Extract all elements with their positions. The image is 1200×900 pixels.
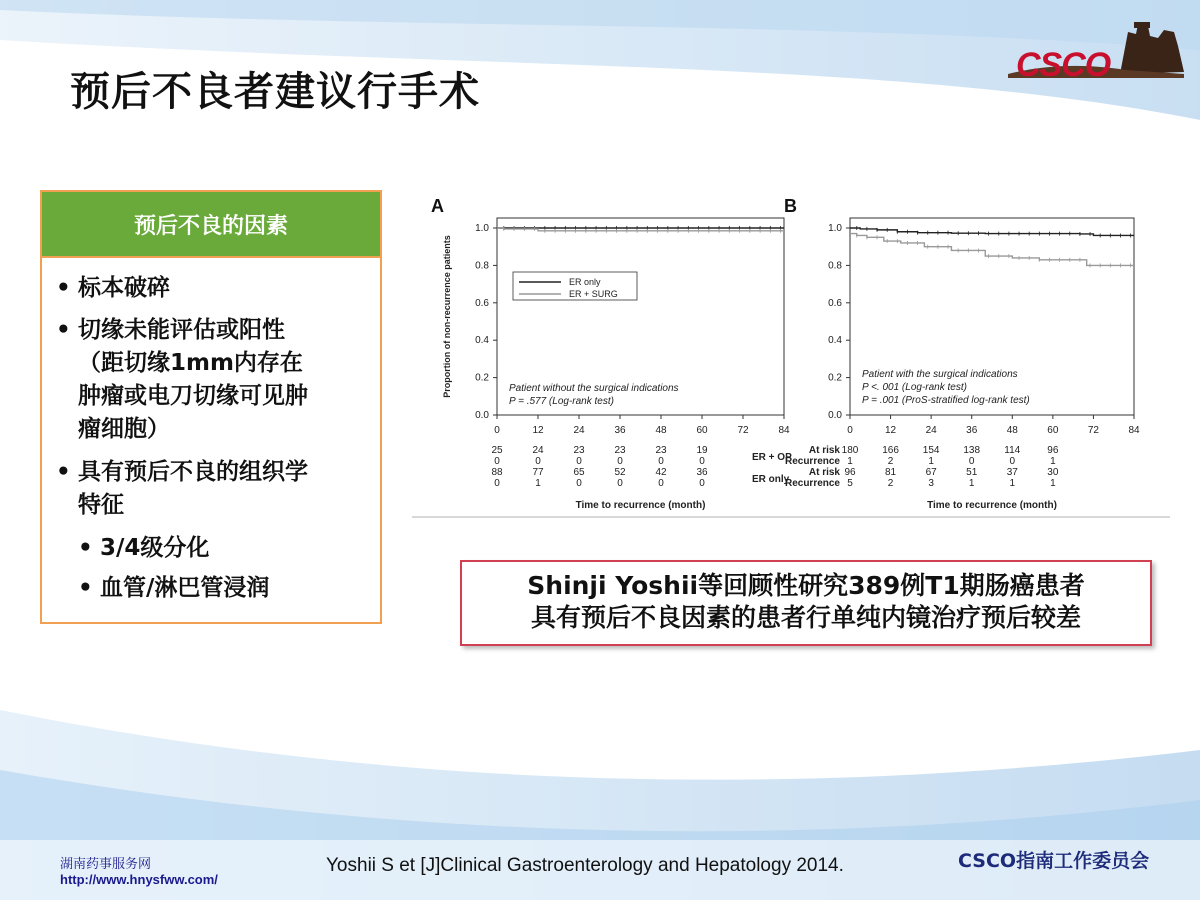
risk-table-value: 23 — [573, 445, 585, 456]
risk-table-value: 138 — [963, 445, 981, 456]
kaplan-meier-figure — [412, 190, 1170, 520]
risk-table-value: 52 — [614, 467, 626, 478]
risk-table-value: 30 — [1047, 467, 1059, 478]
panel-letter: A — [431, 196, 444, 216]
risk-table-value: 0 — [1009, 456, 1016, 467]
risk-table-value: 0 — [699, 456, 705, 467]
risk-table-value: 96 — [1047, 445, 1059, 456]
risk-table-value: 67 — [925, 467, 937, 478]
poor-prognosis-factor-box — [40, 190, 382, 624]
logo-text: CSCO — [1016, 46, 1111, 84]
x-tick-label: 0 — [494, 425, 500, 436]
y-tick-label: 0.4 — [475, 335, 489, 347]
risk-table-value: 96 — [844, 467, 856, 478]
risk-table-value: 180 — [841, 445, 859, 456]
risk-table-value: 154 — [922, 445, 940, 456]
factor-list — [42, 256, 380, 624]
list-item: • 切缘未能评估或阳性 — [56, 317, 285, 343]
risk-table-value: 81 — [885, 467, 897, 478]
x-tick-label: 24 — [573, 425, 585, 436]
risk-row-label: Recurrence — [784, 456, 840, 467]
x-tick-label: 60 — [1047, 425, 1059, 436]
chart-annotation: P = .001 (ProS-stratified log-rank test) — [862, 395, 1030, 406]
risk-table-value: 0 — [658, 478, 664, 489]
y-tick-label: 0.8 — [828, 260, 842, 272]
chart-annotation: Patient with the surgical indications — [862, 369, 1018, 380]
risk-table-value: 0 — [617, 478, 623, 489]
x-tick-label: 12 — [532, 425, 544, 436]
risk-table-value: 0 — [535, 456, 541, 467]
list-item: • 标本破碎 — [56, 275, 170, 301]
risk-table-value: 77 — [532, 467, 544, 478]
risk-table-value: 37 — [1006, 467, 1018, 478]
y-tick-label: 1.0 — [475, 223, 489, 234]
committee-name: CSCO指南工作委员会 — [958, 850, 1150, 872]
x-tick-label: 36 — [614, 425, 626, 436]
y-tick-label: 0.6 — [475, 297, 489, 309]
source-url-link[interactable]: http://www.hnysfww.com/ — [60, 872, 218, 887]
risk-table-value: 0 — [494, 456, 500, 467]
x-tick-label: 24 — [925, 425, 937, 436]
study-conclusion-callout — [460, 560, 1152, 646]
list-item: • 具有预后不良的组织学 — [56, 459, 308, 485]
csco-logo — [1008, 12, 1188, 82]
x-tick-label: 48 — [655, 425, 667, 436]
risk-table-value: 1 — [1009, 478, 1016, 489]
risk-table-value: 2 — [887, 478, 894, 489]
x-tick-label: 48 — [1006, 425, 1018, 436]
risk-row-label: Recurrence — [784, 478, 840, 489]
risk-table-value: 19 — [696, 445, 708, 456]
chart-annotation: P = .577 (Log-rank test) — [509, 396, 614, 407]
y-tick-label: 0.2 — [475, 372, 489, 384]
risk-table-value: 1 — [1050, 456, 1056, 467]
risk-table-value: 0 — [968, 456, 975, 467]
risk-table-value: 0 — [576, 478, 582, 489]
risk-group-label: ER + OP — [752, 452, 792, 463]
risk-table-value: 1 — [928, 456, 934, 467]
x-tick-label: 84 — [1128, 425, 1140, 436]
x-tick-label: 72 — [1087, 425, 1099, 436]
list-item-continuation: 肿瘤或电刀切缘可见肿 — [78, 383, 308, 409]
y-tick-label: 0.4 — [828, 335, 842, 347]
list-item-continuation: 瘤细胞） — [78, 416, 170, 442]
risk-table-value: 0 — [658, 456, 664, 467]
legend-label: ER + SURG — [569, 289, 618, 299]
risk-table-value: 1 — [535, 478, 541, 489]
x-tick-label: 0 — [847, 425, 853, 436]
chart-annotation: Patient without the surgical indications — [509, 383, 679, 394]
risk-table-value: 51 — [966, 467, 978, 478]
factor-header: 预后不良的因素 — [42, 192, 380, 256]
risk-table-value: 0 — [494, 478, 500, 489]
risk-table-value: 0 — [576, 456, 582, 467]
risk-group-label: ER only — [752, 474, 790, 485]
risk-table-value: 1 — [1050, 478, 1056, 489]
risk-table-value: 1 — [968, 478, 975, 489]
list-item-continuation: （距切缘1mm内存在 — [78, 350, 303, 376]
risk-table-value: 166 — [882, 445, 899, 456]
panel-letter: B — [784, 196, 797, 216]
risk-table-value: 88 — [491, 467, 503, 478]
risk-table-value: 36 — [696, 467, 708, 478]
risk-table-value: 24 — [532, 445, 544, 456]
callout-line-2: 具有预后不良因素的患者行单纯内镜治疗预后较差 — [530, 603, 1081, 632]
risk-table-value: 25 — [491, 445, 503, 456]
y-tick-label: 1.0 — [828, 223, 842, 234]
list-item-continuation: 特征 — [78, 492, 124, 518]
risk-table-value: 65 — [573, 467, 585, 478]
risk-row-label: At risk — [808, 445, 840, 456]
x-tick-label: 84 — [778, 425, 790, 436]
sub-list-item: • 血管/淋巴管浸润 — [78, 575, 270, 601]
risk-table-value: 0 — [617, 456, 623, 467]
callout-line-1: Shinji Yoshii等回顾性研究389例T1期肠癌患者 — [527, 571, 1085, 600]
risk-table-value: 2 — [887, 456, 894, 467]
chart-annotation: P <. 001 (Log-rank test) — [862, 382, 967, 393]
risk-row-label: At risk — [808, 467, 840, 478]
risk-table-value: 114 — [1004, 445, 1021, 456]
risk-table-value: 1 — [847, 456, 853, 467]
x-tick-label: 72 — [737, 425, 749, 436]
y-tick-label: 0.0 — [828, 410, 842, 421]
risk-table-value: 23 — [614, 445, 626, 456]
risk-table-value: 3 — [928, 478, 934, 489]
y-tick-label: 0.0 — [475, 410, 489, 421]
risk-table-value: 0 — [699, 478, 705, 489]
risk-table-value: 23 — [655, 445, 667, 456]
slide-title: 预后不良者建议行手术 — [70, 69, 480, 115]
y-axis-label: Proportion of non-recurrence patients — [442, 235, 452, 398]
citation: Yoshii S et [J]Clinical Gastroenterology and Hepatology 2014. — [326, 855, 844, 876]
x-tick-label: 36 — [966, 425, 978, 436]
y-tick-label: 0.6 — [828, 297, 842, 309]
x-axis-label: Time to recurrence (month) — [927, 500, 1057, 511]
x-tick-label: 60 — [696, 425, 708, 436]
source-site-name: 湖南药事服务网 — [60, 857, 152, 872]
x-axis-label: Time to recurrence (month) — [575, 500, 706, 511]
risk-table-value: 42 — [655, 467, 667, 478]
y-tick-label: 0.8 — [475, 260, 489, 272]
risk-table-value: 5 — [847, 478, 853, 489]
x-tick-label: 12 — [885, 425, 897, 436]
legend-label: ER only — [569, 277, 601, 287]
sub-list-item: • 3/4级分化 — [78, 535, 210, 561]
y-tick-label: 0.2 — [828, 372, 842, 384]
